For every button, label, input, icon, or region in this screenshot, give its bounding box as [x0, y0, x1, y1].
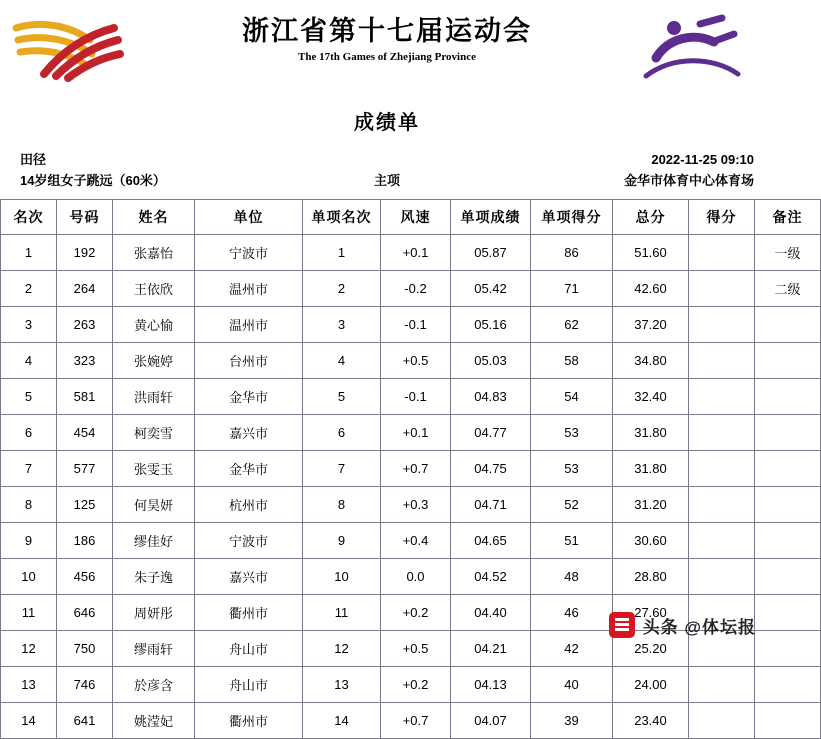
- table-cell: 柯奕雪: [113, 415, 195, 451]
- table-cell: +0.2: [381, 667, 451, 703]
- table-cell: [689, 523, 755, 559]
- table-cell: +0.2: [381, 595, 451, 631]
- table-cell: 2: [303, 271, 381, 307]
- table-cell: 11: [303, 595, 381, 631]
- table-cell: 125: [57, 487, 113, 523]
- table-row: [1, 379, 821, 415]
- table-cell: 金华市: [195, 379, 303, 415]
- table-cell: 04.21: [451, 631, 531, 667]
- table-row: [1, 451, 821, 487]
- table-cell: 71: [531, 271, 613, 307]
- table-cell: 27.60: [613, 595, 689, 631]
- table-cell: 9: [303, 523, 381, 559]
- table-cell: 32.40: [613, 379, 689, 415]
- table-cell: [755, 559, 821, 595]
- table-cell: [689, 415, 755, 451]
- table-cell: 24.00: [613, 667, 689, 703]
- datetime-label: 2022-11-25 09:10: [651, 152, 754, 167]
- table-cell: [689, 559, 755, 595]
- table-cell: 1: [303, 235, 381, 271]
- table-cell: 缪雨轩: [113, 631, 195, 667]
- table-row: [1, 487, 821, 523]
- athlete-jumping-emblem-icon: [638, 12, 748, 86]
- brand-watermark: [609, 612, 756, 638]
- table-cell: 8: [303, 487, 381, 523]
- table-cell: 186: [57, 523, 113, 559]
- table-cell: 30.60: [613, 523, 689, 559]
- table-cell: +0.1: [381, 415, 451, 451]
- column-header-event-points: 单项得分: [531, 200, 613, 235]
- table-cell: 3: [1, 307, 57, 343]
- venue-label: 金华市体育中心体育场: [623, 173, 754, 188]
- table-cell: 9: [1, 523, 57, 559]
- table-cell: +0.3: [381, 487, 451, 523]
- document-type-title: 成绩单: [354, 112, 420, 134]
- table-cell: [755, 631, 821, 667]
- table-cell: -0.1: [381, 379, 451, 415]
- table-cell: 746: [57, 667, 113, 703]
- table-cell: 7: [303, 451, 381, 487]
- table-cell: [755, 379, 821, 415]
- table-cell: 192: [57, 235, 113, 271]
- table-cell: 朱子逸: [113, 559, 195, 595]
- table-cell: 3: [303, 307, 381, 343]
- column-header-rank: 名次: [1, 200, 57, 235]
- column-header-remark: 备注: [755, 200, 821, 235]
- table-cell: [755, 415, 821, 451]
- meta-row-top: [18, 149, 756, 170]
- table-cell: 宁波市: [195, 523, 303, 559]
- table-cell: 2: [1, 271, 57, 307]
- table-cell: [755, 595, 821, 631]
- table-cell: +0.4: [381, 523, 451, 559]
- table-cell: [689, 667, 755, 703]
- table-cell: 舟山市: [195, 631, 303, 667]
- table-cell: 581: [57, 379, 113, 415]
- table-cell: 31.20: [613, 487, 689, 523]
- table-cell: 04.83: [451, 379, 531, 415]
- table-cell: 4: [1, 343, 57, 379]
- table-cell: 263: [57, 307, 113, 343]
- table-cell: 34.80: [613, 343, 689, 379]
- table-cell: +0.1: [381, 235, 451, 271]
- table-cell: 4: [303, 343, 381, 379]
- table-cell: 31.80: [613, 415, 689, 451]
- table-cell: 641: [57, 703, 113, 739]
- zhejiang-games-emblem-icon: [8, 14, 128, 84]
- table-cell: +0.7: [381, 451, 451, 487]
- table-cell: [755, 451, 821, 487]
- table-cell: 05.87: [451, 235, 531, 271]
- table-cell: [755, 703, 821, 739]
- table-cell: 323: [57, 343, 113, 379]
- table-cell: 温州市: [195, 271, 303, 307]
- table-cell: 456: [57, 559, 113, 595]
- table-cell: 黄心愉: [113, 307, 195, 343]
- table-cell: [689, 379, 755, 415]
- table-cell: 嘉兴市: [195, 415, 303, 451]
- table-cell: [755, 343, 821, 379]
- table-cell: 39: [531, 703, 613, 739]
- results-table: [0, 199, 821, 739]
- meta-row-bottom: [18, 170, 756, 191]
- table-cell: 42.60: [613, 271, 689, 307]
- table-cell: 04.65: [451, 523, 531, 559]
- table-cell: 46: [531, 595, 613, 631]
- table-cell: [755, 307, 821, 343]
- table-cell: 58: [531, 343, 613, 379]
- table-cell: [689, 271, 755, 307]
- table-cell: 05.03: [451, 343, 531, 379]
- column-header-points: 得分: [689, 200, 755, 235]
- table-cell: 於彦含: [113, 667, 195, 703]
- column-header-name: 姓名: [113, 200, 195, 235]
- table-cell: 张雯玉: [113, 451, 195, 487]
- table-cell: 姚滢妃: [113, 703, 195, 739]
- table-cell: 0.0: [381, 559, 451, 595]
- table-cell: 31.80: [613, 451, 689, 487]
- table-cell: 53: [531, 415, 613, 451]
- table-cell: 48: [531, 559, 613, 595]
- table-cell: [755, 523, 821, 559]
- table-header: [1, 200, 821, 235]
- table-cell: 舟山市: [195, 667, 303, 703]
- table-cell: 张婉婷: [113, 343, 195, 379]
- table-cell: 52: [531, 487, 613, 523]
- table-cell: [689, 451, 755, 487]
- event-label: 14岁组女子跳远（60米）: [20, 173, 166, 188]
- brand-text: 头条 @体坛报: [642, 617, 756, 637]
- table-cell: [755, 667, 821, 703]
- table-cell: 5: [1, 379, 57, 415]
- table-row: [1, 343, 821, 379]
- table-cell: 6: [1, 415, 57, 451]
- table-row: [1, 559, 821, 595]
- meta-info: [18, 149, 756, 193]
- table-cell: 8: [1, 487, 57, 523]
- table-cell: 11: [1, 595, 57, 631]
- table-row: [1, 703, 821, 739]
- table-cell: +0.5: [381, 631, 451, 667]
- toutiao-logo-icon: [609, 612, 635, 638]
- column-header-event-result: 单项成绩: [451, 200, 531, 235]
- table-cell: [689, 235, 755, 271]
- table-cell: 53: [531, 451, 613, 487]
- table-cell: [689, 703, 755, 739]
- table-cell: -0.1: [381, 307, 451, 343]
- table-cell: 51: [531, 523, 613, 559]
- table-cell: 洪雨轩: [113, 379, 195, 415]
- table-cell: 衢州市: [195, 703, 303, 739]
- table-cell: 13: [1, 667, 57, 703]
- table-cell: 04.75: [451, 451, 531, 487]
- table-cell: 张嘉怡: [113, 235, 195, 271]
- event-category-label: 主项: [373, 173, 400, 188]
- table-cell: 嘉兴市: [195, 559, 303, 595]
- table-header-row: [1, 200, 821, 235]
- table-cell: 04.13: [451, 667, 531, 703]
- table-cell: 04.40: [451, 595, 531, 631]
- table-cell: 86: [531, 235, 613, 271]
- table-cell: 13: [303, 667, 381, 703]
- table-cell: 杭州市: [195, 487, 303, 523]
- table-cell: 10: [1, 559, 57, 595]
- table-cell: 台州市: [195, 343, 303, 379]
- table-cell: 7: [1, 451, 57, 487]
- page-subtitle: The 17th Games of Zhejiang Province: [298, 51, 476, 64]
- table-cell: 周妍彤: [113, 595, 195, 631]
- table-cell: 宁波市: [195, 235, 303, 271]
- table-cell: 二级: [755, 271, 821, 307]
- table-cell: 何昊妍: [113, 487, 195, 523]
- table-cell: 42: [531, 631, 613, 667]
- table-row: [1, 415, 821, 451]
- table-cell: 衢州市: [195, 595, 303, 631]
- table-cell: 577: [57, 451, 113, 487]
- page-header: [0, 0, 774, 96]
- table-cell: 750: [57, 631, 113, 667]
- table-row: [1, 667, 821, 703]
- table-cell: 25.20: [613, 631, 689, 667]
- page-title: 浙江省第十七届运动会: [242, 16, 532, 46]
- table-cell: 04.52: [451, 559, 531, 595]
- table-cell: 04.07: [451, 703, 531, 739]
- table-cell: 12: [303, 631, 381, 667]
- table-cell: 05.42: [451, 271, 531, 307]
- column-header-wind: 风速: [381, 200, 451, 235]
- table-cell: 51.60: [613, 235, 689, 271]
- table-cell: 28.80: [613, 559, 689, 595]
- table-cell: [689, 307, 755, 343]
- table-cell: 40: [531, 667, 613, 703]
- table-cell: 454: [57, 415, 113, 451]
- column-header-total: 总分: [613, 200, 689, 235]
- table-cell: 14: [303, 703, 381, 739]
- sport-label: 田径: [20, 152, 47, 167]
- table-cell: 王依欣: [113, 271, 195, 307]
- table-cell: [689, 343, 755, 379]
- table-cell: 37.20: [613, 307, 689, 343]
- table-row: [1, 307, 821, 343]
- table-cell: 1: [1, 235, 57, 271]
- table-cell: 04.77: [451, 415, 531, 451]
- column-header-event-rank: 单项名次: [303, 200, 381, 235]
- table-row: [1, 523, 821, 559]
- table-cell: 缪佳好: [113, 523, 195, 559]
- table-cell: 12: [1, 631, 57, 667]
- table-cell: 5: [303, 379, 381, 415]
- table-cell: 264: [57, 271, 113, 307]
- table-cell: 6: [303, 415, 381, 451]
- table-cell: 金华市: [195, 451, 303, 487]
- table-row: [1, 235, 821, 271]
- table-body: [1, 235, 821, 739]
- column-header-bib: 号码: [57, 200, 113, 235]
- table-cell: [689, 487, 755, 523]
- table-row: [1, 271, 821, 307]
- table-cell: 05.16: [451, 307, 531, 343]
- table-cell: 04.71: [451, 487, 531, 523]
- table-cell: 10: [303, 559, 381, 595]
- table-cell: 14: [1, 703, 57, 739]
- table-cell: 62: [531, 307, 613, 343]
- table-cell: 23.40: [613, 703, 689, 739]
- table-cell: +0.5: [381, 343, 451, 379]
- table-cell: +0.7: [381, 703, 451, 739]
- table-cell: 54: [531, 379, 613, 415]
- table-cell: -0.2: [381, 271, 451, 307]
- table-cell: [755, 487, 821, 523]
- table-cell: 温州市: [195, 307, 303, 343]
- column-header-unit: 单位: [195, 200, 303, 235]
- table-cell: 一级: [755, 235, 821, 271]
- table-cell: 646: [57, 595, 113, 631]
